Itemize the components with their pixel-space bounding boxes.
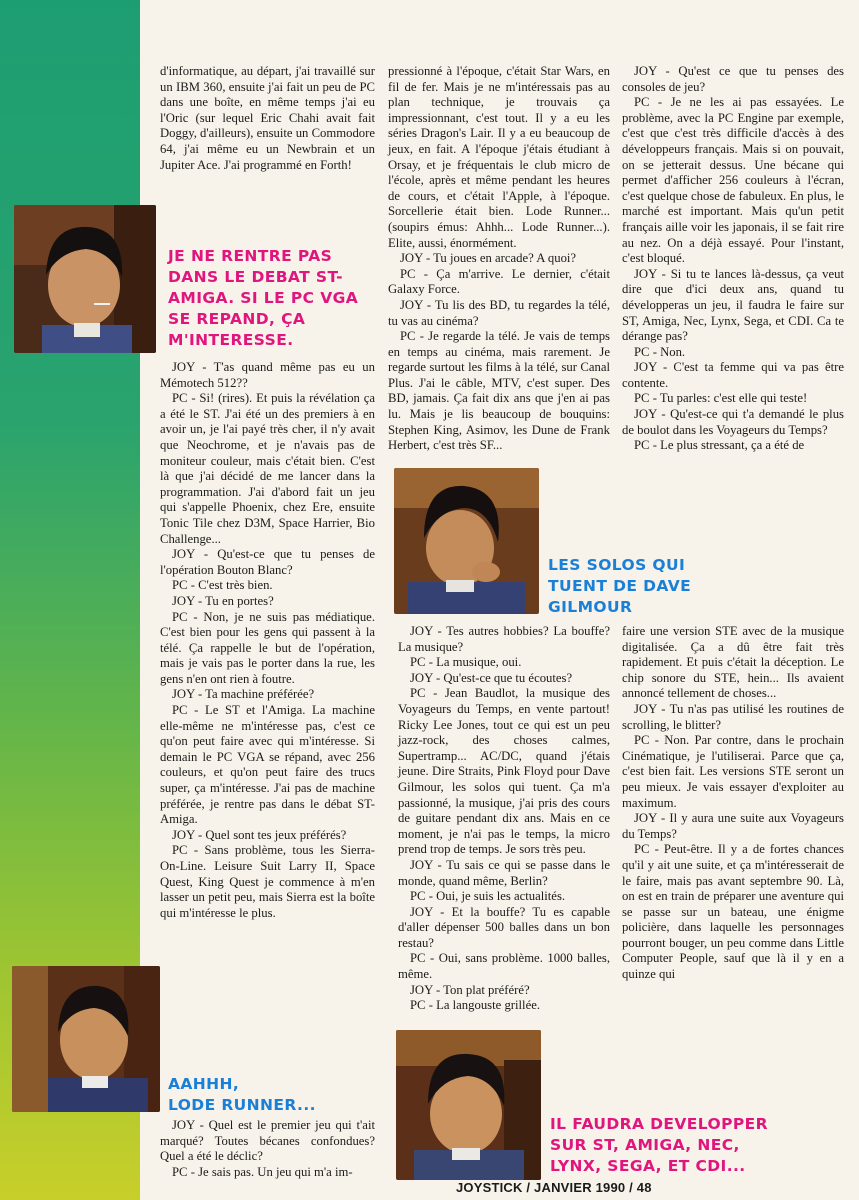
portrait-photo-1: [14, 205, 156, 353]
column-1-bottom: [160, 1118, 375, 1180]
paragraph: JOY - Tu joues en arcade? A quoi?: [400, 251, 577, 266]
portrait-photo-4: [396, 1030, 541, 1180]
portrait-image: [394, 468, 539, 614]
paragraph: JOY - C'est ta femme qui va pas être contente.: [622, 360, 844, 390]
pull-quote-line: SUR ST, AMIGA, NEC,: [550, 1136, 740, 1154]
paragraph: JOY - Qu'est-ce qui t'a demandé le plus de boulot dans les Voyageurs du Temps?: [622, 407, 844, 437]
paragraph: PC - Sans problème, tous les Sierra-On-Line. Leisure Suit Larry II, Space Quest, King Quest je commence à m'en lasser un petit peu, mais Sierra est la boîte qui m'intéresse le plus.: [160, 843, 375, 920]
pull-quote-line: IL FAUDRA DEVELOPPER: [550, 1115, 768, 1133]
pull-quote-3: [548, 555, 691, 618]
paragraph: JOY - Et la bouffe? Tu es capable d'aller dépenser 500 balles dans un bon restau?: [398, 904, 610, 950]
pull-quote-line: AAHHH,: [168, 1075, 240, 1093]
pull-quote-line: LES SOLOS QUI: [548, 556, 686, 574]
paragraph: PC - Ça m'arrive. Le dernier, c'était Galaxy Force.: [388, 266, 610, 297]
column-3-bottom: [622, 624, 844, 983]
pull-quote-line: M'INTERESSE.: [168, 331, 294, 349]
column-1-top: [160, 64, 375, 173]
paragraph: JOY - Quel est le premier jeu qui t'ait marqué? Toutes bécanes confondues? Quel a été le déclic?: [160, 1118, 375, 1164]
column-2-bottom: [398, 624, 610, 1014]
paragraph: JOY - Tu lis des BD, tu regardes la télé, tu vas au cinéma?: [388, 297, 610, 328]
portrait-image: [12, 966, 160, 1112]
paragraph: JOY - Tes autres hobbies? La bouffe? La musique?: [398, 624, 610, 654]
paragraph: JOY - Qu'est-ce que tu écoutes?: [410, 670, 573, 685]
pull-quote-line: SE REPAND, ÇA: [168, 310, 306, 328]
pull-quote-2: [168, 1074, 316, 1116]
paragraph: PC - Tu parles: c'est elle qui teste!: [634, 391, 808, 406]
portrait-image: [396, 1030, 541, 1180]
pull-quote-line: JE NE RENTRE PAS: [168, 247, 333, 265]
paragraph: PC - Si! (rires). Et puis la révélation ça a été le ST. J'ai été un des premiers à en avoir un, je l'ai payé très cher, il n'y avait que Neochrome, et je n'avais pas de moniteur couleur, mais c'était bien. C'est là que j'ai décidé de me lancer dans la programmation. J'ai d'abord fait un jeu qui s'appelle Phoenix, chez Ere, ensuite Tonic Tile chez D3M, Space Harrier, Bio Challenge...: [160, 391, 375, 546]
pull-quote-line: GILMOUR: [548, 598, 633, 616]
paragraph: JOY - Tu en portes?: [172, 593, 274, 608]
paragraph: PC - Non, je ne suis pas médiatique. C'est bien pour les gens qui passent à la télé. Ça rappelle le but de l'opération, mais je vais pas le porter dans la rue, les gens n'en ont rien à foutre.: [160, 609, 375, 686]
paragraph: PC - Je sais pas. Un jeu qui m'a im-: [172, 1164, 353, 1179]
paragraph: PC - Je ne les ai pas essayées. Le problème, avec la PC Engine par exemple, c'est que c'est très difficile d'accès à des développeurs français. Mais si on pouvait, on se jetterait dessus. Une bécane qui permet d'afficher 256 couleurs à l'écran, c'est quelque chose de fabuleux. En plus, le marché est important. Mais qu'un petit français aille voir les japonais, il se fait rire au nez. On a déjà essayé. Pour l'instant, c'est bloqué.: [622, 95, 844, 266]
paragraph: PC - Non. Par contre, dans le prochain Cinématique, je l'utiliserai. Parce que ça, c'est bien fait. Les versions STE seront un peu mieux. Je vais essayer d'exploiter au maximum.: [622, 733, 844, 810]
paragraph: JOY - Ta machine préférée?: [172, 687, 315, 702]
paragraph: PC - Le ST et l'Amiga. La machine elle-même ne m'intéresse pas, c'est ce qu'on peut faire avec qui m'intéresse. Si demain le PC VGA se répand, avec 256 couleurs, et qu'on peut faire des trucs super, ça m'intéresse. J'ai pas de machine préférée, je rentre pas dans le débat ST-Amiga.: [160, 703, 375, 827]
portrait-photo-3: [394, 468, 539, 614]
paragraph: PC - Le plus stressant, ça a été de: [634, 438, 805, 453]
paragraph: JOY - Qu'est-ce que tu penses de l'opération Bouton Blanc?: [160, 547, 375, 577]
paragraph: JOY - Ton plat préféré?: [410, 982, 530, 997]
paragraph: PC - Je regarde la télé. Je vais de temps en temps au cinéma, mais rarement. Je regarde surtout les films à la télé, sur Canal Plus. J'ai le câble, MTV, c'est super. Des BD, jamais. Ça fait dix ans que j'en ai pas lu. Mais je lis beaucoup de bouquins: Stephen King, Asimov, les Dune de Frank Herbert, c'est très SF...: [388, 329, 610, 453]
paragraph: faire une version STE avec de la musique digitalisée. Ça a dû être fait très rapidement. Et puis c'était la déception. Le chip sonore du STE, hein... Ils avaient annoncé tellement de choses...: [622, 624, 844, 701]
paragraph: PC - Jean Baudlot, la musique des Voyageurs du Temps, en vente partout! Ricky Lee Jones, tout ce qui est un peu jazz-rock, des choses calmes, Supertramp... AC/DC, quand j'étais jeune. Dire Straits, Pink Floyd pour Dave Gilmour, les solos qui tuent. Ça m'a passionné, la musique, j'ai pris des cours de guitare pendant dix ans. Mais en ce moment, je n'ai pas le temps, la micro prend trop de temps. Je sors très peu.: [398, 686, 610, 857]
pull-quote-line: AMIGA. SI LE PC VGA: [168, 289, 359, 307]
paragraph: PC - Oui, sans problème. 1000 balles, même.: [398, 951, 610, 982]
paragraph: pressionné à l'époque, c'était Star Wars, en fil de fer. Mais je ne m'intéressais pas au plan technique, je trouvais ça impressionnant, c'est tout. Il y a eu les séries Dragon's Lair. Il y a eu beaucoup de jeux, en fait. A l'époque j'étais étudiant à Orsay, et je fréquentais le club micro de l'école, après et même pendant les heures de cours, et c'était l'Apple, à l'époque. Sorcellerie était bien. Lode Runner... (soupirs émus: Ahhh... Lode Runner...). Elite, aussi, énormément.: [388, 64, 610, 250]
page-footer: JOYSTICK / JANVIER 1990 / 48: [456, 1180, 652, 1195]
paragraph: d'informatique, au départ, j'ai travaillé sur un IBM 360, ensuite j'ai fait un peu de PC dans une boîte, en même temps j'ai eu l'Oric (sur lequel Eric Chahi avait fait Doggy, d'ailleurs), ensuite un Commodore 64, j'ai même eu un Newbrain et un Jupiter Ace. J'ai programmé en Forth!: [160, 64, 375, 172]
paragraph: JOY - Tu sais ce qui se passe dans le monde, quand même, Berlin?: [398, 857, 610, 888]
pull-quote-line: TUENT DE DAVE: [548, 577, 692, 595]
paragraph: JOY - T'as quand même pas eu un Mémotech 512??: [160, 360, 375, 390]
pull-quote-4: [550, 1114, 768, 1177]
paragraph: PC - La langouste grillée.: [410, 998, 541, 1013]
paragraph: JOY - Si tu te lances là-dessus, ça veut dire que d'ici deux ans, quand tu développeras un jeu, il faudra le faire sur ST, Amiga, Nec, Lynx, Sega, et CDI. Ca te dérange pas?: [622, 266, 844, 344]
pull-quote-line: LYNX, SEGA, ET CDI...: [550, 1157, 746, 1175]
paragraph: PC - La musique, oui.: [410, 655, 522, 670]
paragraph: JOY - Qu'est ce que tu penses des consoles de jeu?: [622, 64, 844, 94]
portrait-photo-2: [12, 966, 160, 1112]
paragraph: PC - C'est très bien.: [172, 578, 273, 593]
column-3-top: [622, 64, 844, 454]
portrait-image: [14, 205, 156, 353]
paragraph: PC - Peut-être. Il y a de fortes chances qu'il y ait une suite, et ça m'intéresserait de le faire, mais pas avant septembre 90. Là, on est en train de préparer une aventure qui se passe sur un bateau, une énigme policière, dans laquelle les personnages pourront bouger, un peu comme dans Little Computer People, sauf que là il y en a quinze qui: [622, 842, 844, 982]
column-1-middle: [160, 360, 375, 921]
pull-quote-1: [168, 246, 358, 351]
paragraph: JOY - Il y aura une suite aux Voyageurs du Temps?: [622, 811, 844, 841]
paragraph: PC - Oui, je suis les actualités.: [410, 889, 566, 904]
column-2-top: [388, 64, 610, 454]
paragraph: JOY - Quel sont tes jeux préférés?: [172, 827, 347, 842]
paragraph: JOY - Tu n'as pas utilisé les routines de scrolling, le blitter?: [622, 701, 844, 732]
paragraph: PC - Non.: [634, 344, 686, 359]
pull-quote-line: DANS LE DEBAT ST-: [168, 268, 343, 286]
pull-quote-line: LODE RUNNER...: [168, 1096, 316, 1114]
